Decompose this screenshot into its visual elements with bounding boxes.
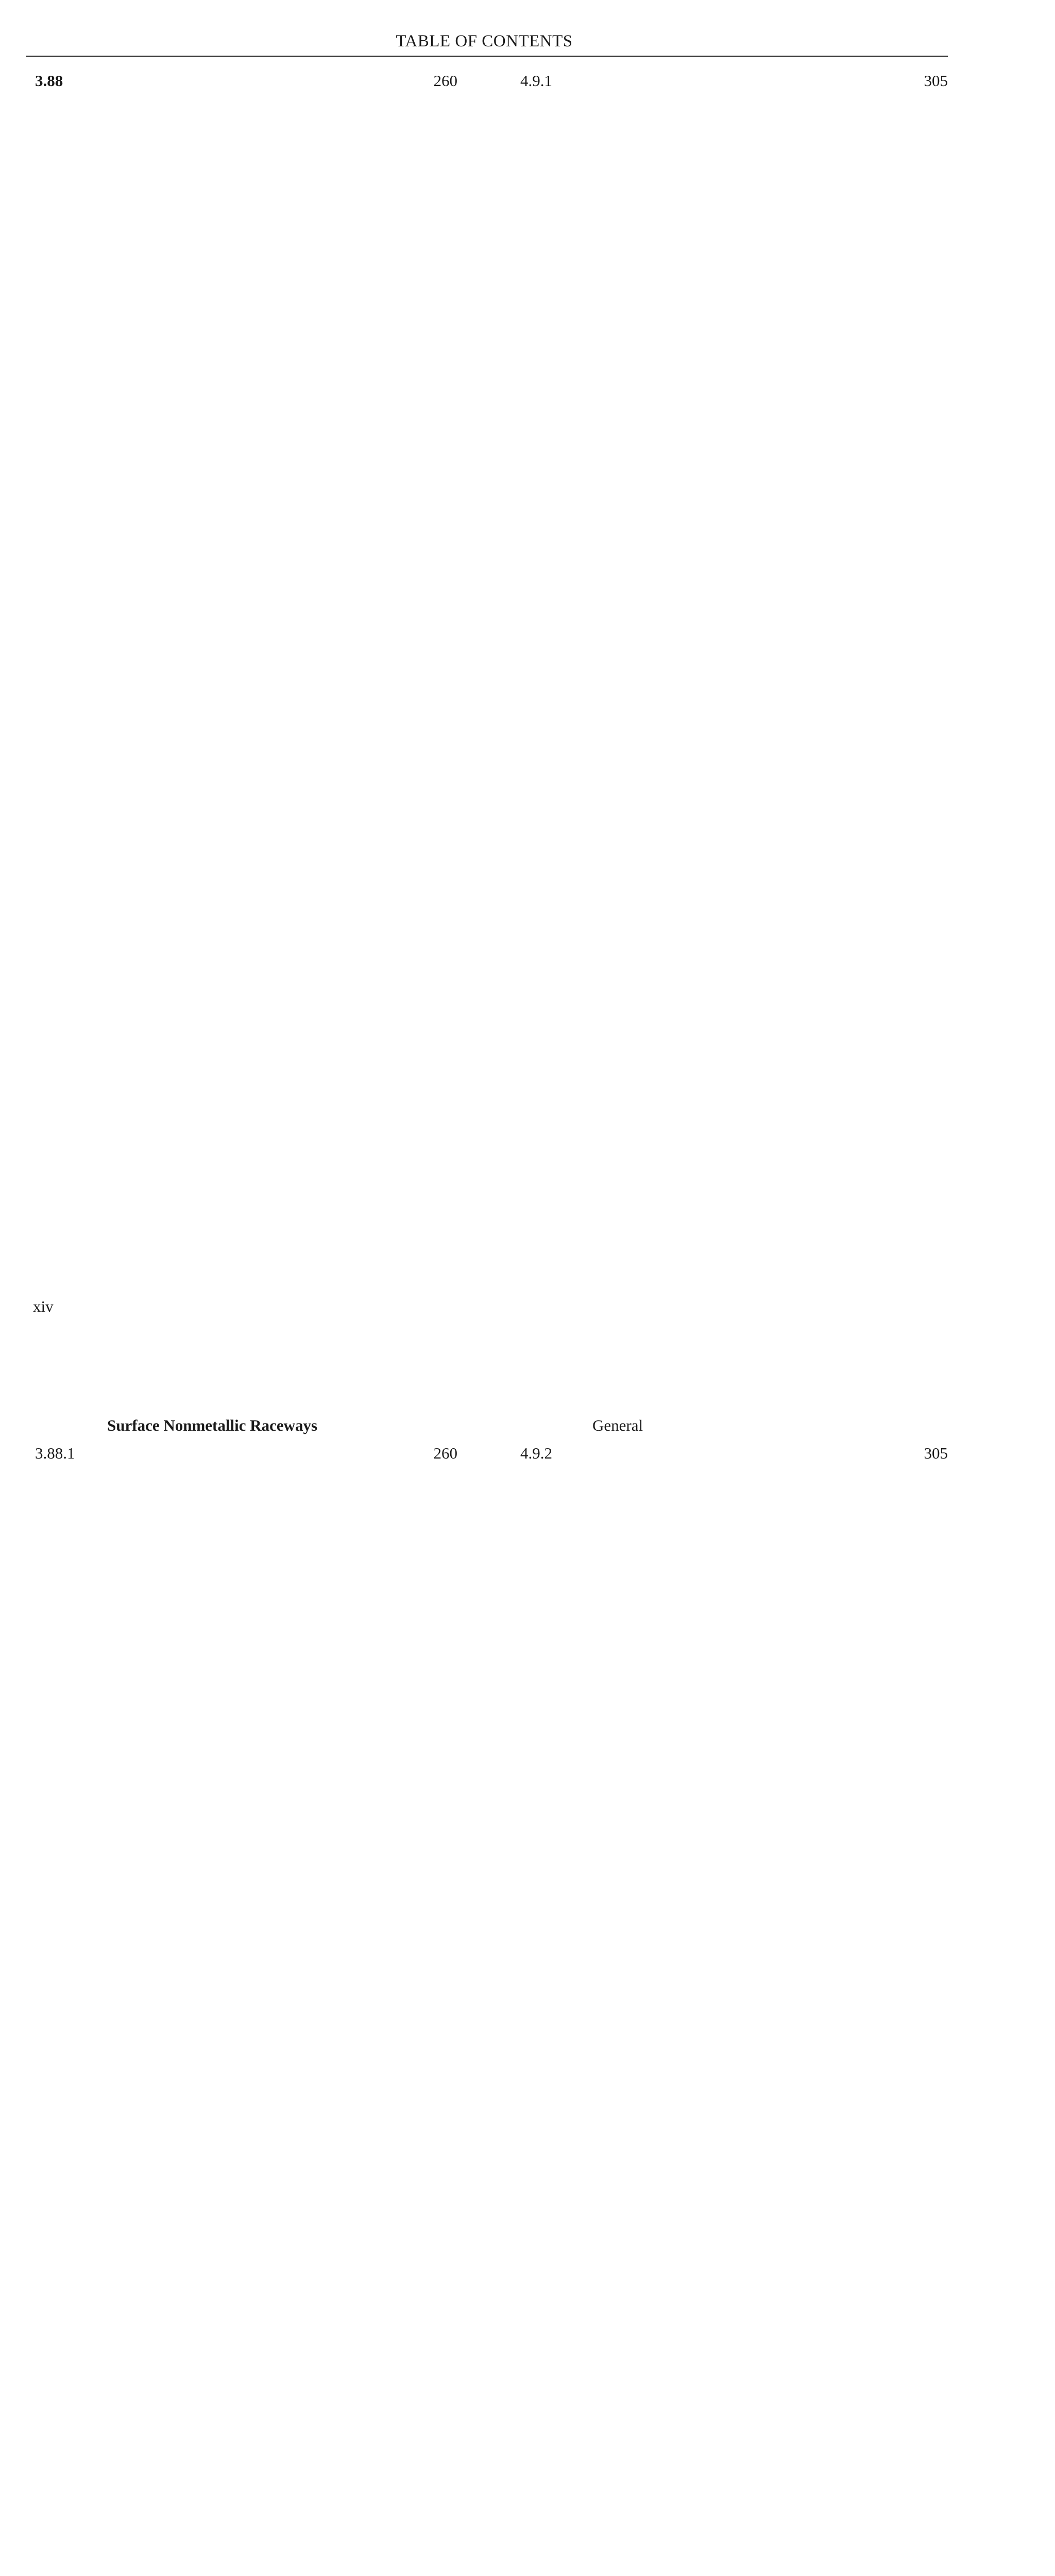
- toc-entry-number: 4.9.1: [520, 72, 552, 90]
- left-entries-before-chapter: [35, 67, 457, 2576]
- toc-entry-page: 305: [924, 72, 948, 90]
- toc-entry: [35, 1439, 457, 2576]
- toc-entry-title: General: [592, 1416, 643, 1434]
- toc-entry-title: Surface Nonmetallic Raceways: [107, 1416, 318, 1434]
- page-number-footer: xiv: [33, 1297, 54, 1315]
- toc-entry-number: 3.88: [35, 72, 63, 90]
- toc-entry-number: 4.9.2: [520, 1444, 552, 1462]
- toc-entry: [35, 67, 457, 1439]
- toc-entry: [520, 67, 948, 1439]
- toc-entry: [520, 1439, 948, 2576]
- right-column: [520, 67, 948, 2576]
- header-rule: [26, 56, 948, 57]
- right-entries: [520, 67, 948, 2576]
- toc-entry-page: 260: [433, 72, 457, 90]
- left-column: [35, 67, 457, 2576]
- toc-entry-page: 305: [924, 1444, 948, 1462]
- page-header: TABLE OF CONTENTS: [396, 32, 573, 50]
- toc-entry-page: 260: [433, 1444, 457, 1462]
- toc-entry-number: 3.88.1: [35, 1444, 75, 1462]
